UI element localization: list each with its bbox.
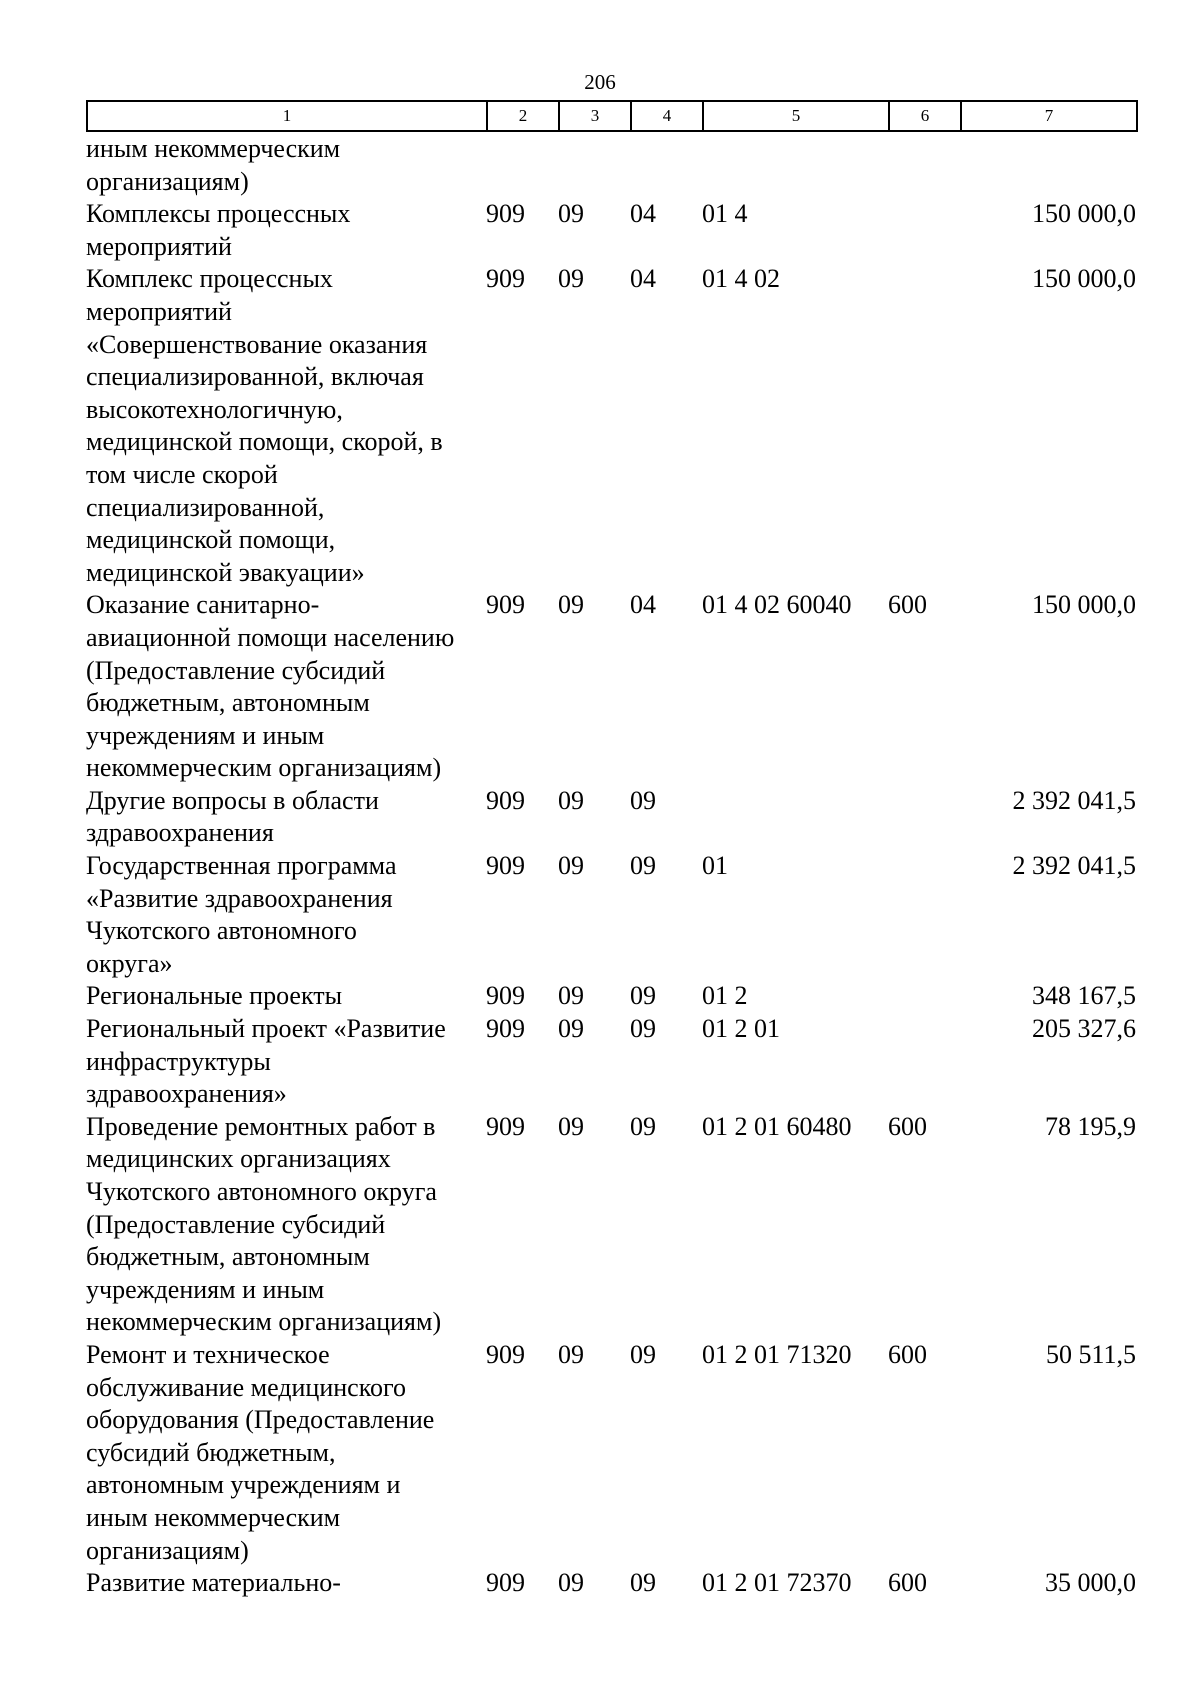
row-ministry-code [486,133,558,198]
table-row [86,1567,1136,1600]
table-row [86,980,1136,1013]
row-subsection-code: 09 [630,1339,656,1369]
row-target-code: 01 [702,851,728,881]
row-subsection-code: 09 [630,1568,656,1598]
row-expense-type [888,785,960,850]
row-target-code: 01 4 [702,199,748,229]
row-amount: 35 000,0 [1045,1568,1136,1598]
table-row [86,198,1136,263]
row-section-code: 09 [558,1111,584,1141]
row-target-code: 01 2 01 72370 [702,1568,852,1598]
row-section-code: 09 [558,1014,584,1044]
row-ministry-code: 909 [486,264,525,294]
row-expense-type [888,850,960,980]
table-row [86,133,1136,198]
column-header-4: 4 [631,101,703,131]
row-subsection-code [630,133,702,198]
table-row [86,263,1136,589]
row-target-code: 01 2 [702,981,748,1011]
row-subsection-code: 04 [630,590,656,620]
table-row [86,785,1136,850]
row-ministry-code: 909 [486,1568,525,1598]
row-amount: 2 392 041,5 [1012,851,1136,881]
row-amount: 150 000,0 [1032,590,1136,620]
row-ministry-code: 909 [486,1339,525,1369]
row-expense-type [888,1013,960,1111]
row-ministry-code: 909 [486,785,525,815]
row-target-code: 01 4 02 60040 [702,590,852,620]
row-ministry-code: 909 [486,199,525,229]
row-description: Государственная программа «Развитие здравоохранения Чукотского автономного округа» [86,851,397,978]
row-amount: 348 167,5 [1032,981,1136,1011]
row-expense-type [888,198,960,263]
row-amount: 78 195,9 [1045,1111,1136,1141]
row-subsection-code: 09 [630,785,656,815]
column-header-row [87,101,1137,131]
row-description: Проведение ремонтных работ в медицинских организациях Чукотского автономного округа (Предоставление субсидий бюджетным, автономным учреждениям и иным некоммерческим организациям) [86,1111,442,1337]
page-number: 206 [584,70,616,94]
row-expense-type: 600 [888,1568,927,1598]
row-expense-type: 600 [888,1339,927,1369]
row-description: Региональный проект «Развитие инфраструктуры здравоохранения» [86,1014,446,1109]
row-amount: 150 000,0 [1032,264,1136,294]
budget-table-body [86,133,1136,1600]
row-subsection-code: 09 [630,1111,656,1141]
table-row [86,850,1136,980]
row-subsection-code: 09 [630,851,656,881]
column-header-2: 2 [487,101,559,131]
row-target-code: 01 4 02 [702,264,780,294]
row-ministry-code: 909 [486,1111,525,1141]
row-subsection-code: 04 [630,199,656,229]
row-section-code: 09 [558,851,584,881]
row-amount: 205 327,6 [1032,1014,1136,1044]
row-ministry-code: 909 [486,1014,525,1044]
row-description: Комплекс процессных мероприятий «Совершенствование оказания специализированной, включая высокотехнологичную, медицинской помощи, скорой, в том числе скорой специализированной, медицинской помощи, медицинской эвакуации» [86,264,443,587]
row-description: иным некоммерческим организациям) [86,134,341,196]
row-section-code: 09 [558,199,584,229]
row-target-code: 01 2 01 71320 [702,1339,852,1369]
row-description: Другие вопросы в области здравоохранения [86,785,379,848]
row-target-code [702,785,888,850]
table-row [86,1013,1136,1111]
row-description: Региональные проекты [86,981,343,1011]
table-row [86,1339,1136,1567]
row-section-code: 09 [558,1339,584,1369]
column-header-3: 3 [559,101,631,131]
row-ministry-code: 909 [486,590,525,620]
row-expense-type: 600 [888,590,927,620]
row-description: Оказание санитарно- авиационной помощи населению (Предоставление субсидий бюджетным, автономным учреждениям и иным некоммерческим организациям) [86,590,455,783]
column-header-6: 6 [889,101,961,131]
column-header-1: 1 [87,101,487,131]
row-section-code: 09 [558,785,584,815]
row-expense-type [888,980,960,1013]
row-subsection-code: 04 [630,264,656,294]
row-description: Ремонт и техническое обслуживание медицинского оборудования (Предоставление субсидий бюджетным, автономным учреждениям и иным некоммерческим организациям) [86,1339,435,1565]
row-expense-type: 600 [888,1111,927,1141]
column-header-7: 7 [961,101,1137,131]
row-ministry-code: 909 [486,981,525,1011]
table-row [86,589,1136,785]
row-amount: 150 000,0 [1032,199,1136,229]
row-description: Развитие материально- [86,1568,341,1598]
row-section-code: 09 [558,264,584,294]
row-description: Комплексы процессных мероприятий [86,199,351,261]
row-section-code: 09 [558,1568,584,1598]
row-ministry-code: 909 [486,851,525,881]
table-row [86,1111,1136,1339]
row-expense-type [888,263,960,589]
row-amount: 2 392 041,5 [1012,785,1136,815]
column-header-table [86,100,1138,132]
row-section-code [558,133,630,198]
row-target-code [702,133,888,198]
row-subsection-code: 09 [630,981,656,1011]
row-target-code: 01 2 01 [702,1014,780,1044]
row-section-code: 09 [558,981,584,1011]
column-header-5: 5 [703,101,889,131]
row-subsection-code: 09 [630,1014,656,1044]
row-amount: 50 511,5 [1045,1339,1136,1369]
row-amount [960,133,1136,198]
row-expense-type [888,133,960,198]
row-section-code: 09 [558,590,584,620]
row-target-code: 01 2 01 60480 [702,1111,852,1141]
